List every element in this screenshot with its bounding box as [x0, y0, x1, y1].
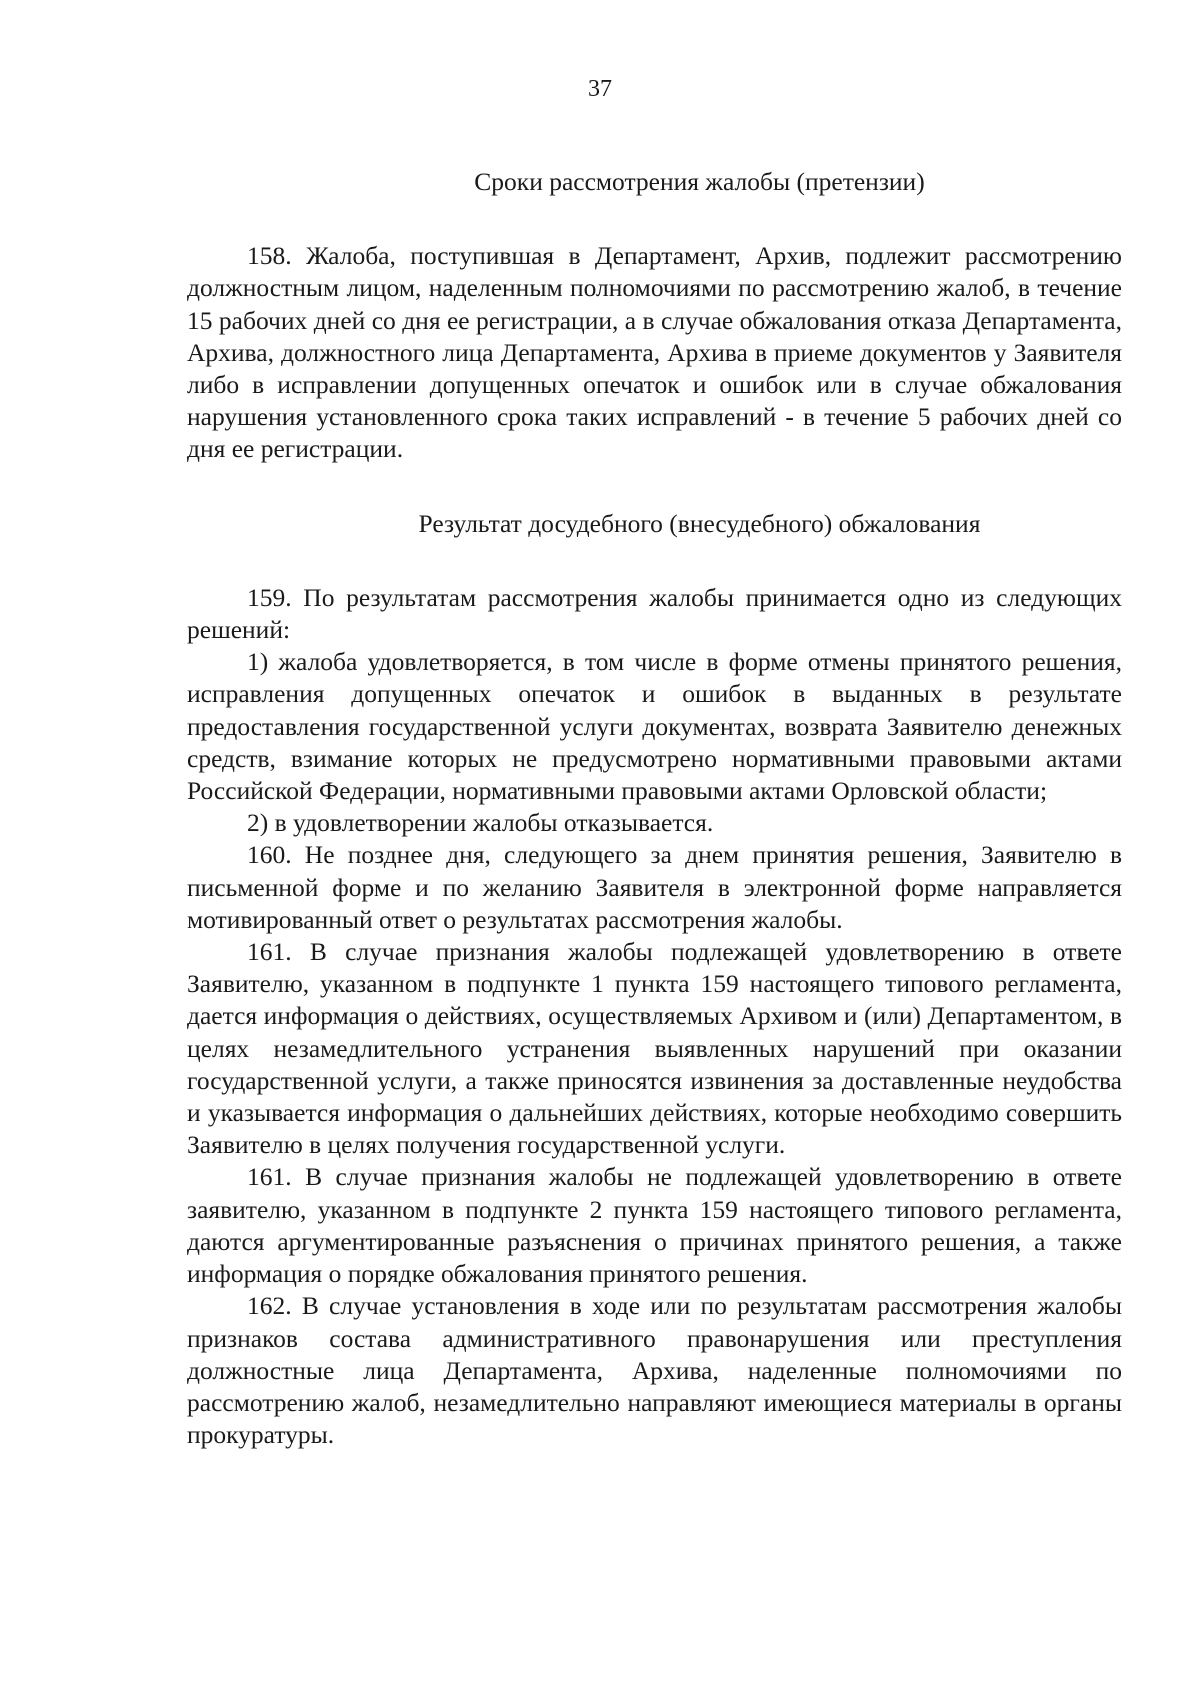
- section-heading-review-terms: Сроки рассмотрения жалобы (претензии): [474, 167, 925, 196]
- document-body: [187, 166, 1122, 1451]
- paragraph-159: 159. По результатам рассмотрения жалобы принимается одно из следующих решений:: [187, 582, 1122, 645]
- paragraph-158: 158. Жалоба, поступившая в Департамент, Архив, подлежит рассмотрению должностным лицом, наделенным полномочиями по рассмотрению жалоб, в течение 15 рабочих дней со дня ее регистрации, а в случае обжалования отказа Департамента, Архива, должностного лица Департамента, Архива в приеме документов у Заявителя либо в исправлении допущенных опечаток и ошибок или в случае обжалования нарушения установленного срока таких исправлений - в течение 5 рабочих дней со дня ее регистрации.: [187, 241, 1122, 464]
- paragraph-161-b: 161. В случае признания жалобы не подлежащей удовлетворению в ответе заявителю, указанном в подпункте 2 пункта 159 настоящего типового регламента, даются аргументированные разъяснения о причинах принятого решения, а также информация о порядке обжалования принятого решения.: [187, 1162, 1122, 1289]
- section-heading-appeal-result: Результат досудебного (внесудебного) обжалования: [418, 508, 981, 538]
- paragraph-161-a: 161. В случае признания жалобы подлежащей удовлетворению в ответе Заявителю, указанном в подпункте 1 пункта 159 настоящего типового регламента, дается информация о действиях, осуществляемых Архивом и (или) Департаментом, в целях незамедлительного устранения выявленных нарушений при оказании государственной услуги, а также приносятся извинения за доставленные неудобства и указывается информация о дальнейших действиях, которые необходимо совершить Заявителю в целях получения государственной услуги.: [187, 937, 1122, 1160]
- page-number: 37: [588, 76, 612, 102]
- paragraph-162: 162. В случае установления в ходе или по результатам рассмотрения жалобы признаков состава административного правонарушения или преступления должностные лица Департамента, Архива, наделенные полномочиями по рассмотрению жалоб, незамедлительно направляют имеющиеся материалы в органы прокуратуры.: [187, 1291, 1122, 1450]
- paragraph-159-item-1: 1) жалоба удовлетворяется, в том числе в форме отмены принятого решения, исправления допущенных опечаток и ошибок в выданных в результате предоставления государственной услуги документах, возврата Заявителю денежных средств, взимание которых не предусмотрено нормативными правовыми актами Российской Федерации, нормативными правовыми актами Орловской области;: [187, 647, 1122, 806]
- paragraph-159-item-2: 2) в удовлетворении жалобы отказывается.: [247, 808, 714, 838]
- paragraph-160: 160. Не позднее дня, следующего за днем принятия решения, Заявителю в письменной форме и по желанию Заявителя в электронной форме направляется мотивированный ответ о результатах рассмотрения жалобы.: [187, 840, 1122, 934]
